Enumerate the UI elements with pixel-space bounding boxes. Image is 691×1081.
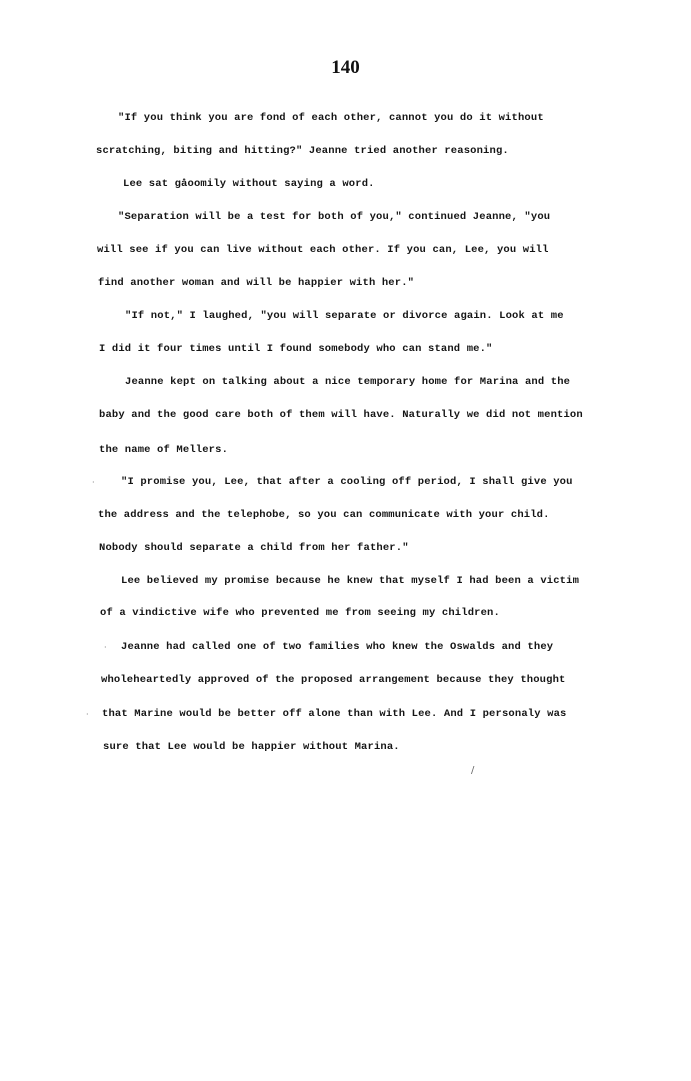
- text-line-10: baby and the good care both of them will have. Naturally we did not mention: [99, 409, 583, 421]
- text-line-13: the address and the telephobe, so you can communicate with your child.: [98, 509, 550, 521]
- text-line-4: "Separation will be a test for both of you," continued Jeanne, "you: [118, 211, 551, 223]
- text-line-17: Jeanne had called one of two families who knew the Oswalds and they: [121, 641, 554, 653]
- text-line-12: "I promise you, Lee, that after a cooling off period, I shall give you: [121, 476, 573, 488]
- text-line-1: "If you think you are fond of each other, cannot you do it without: [118, 112, 544, 124]
- text-line-3: Lee sat gåoomily without saying a word.: [123, 178, 375, 190]
- text-line-11: the name of Mellers.: [99, 444, 229, 456]
- scan-speck: ·: [92, 478, 95, 487]
- text-line-5: will see if you can live without each other. If you can, Lee, you will: [97, 244, 549, 256]
- text-line-2: scratching, biting and hitting?" Jeanne tried another reasoning.: [96, 145, 509, 157]
- text-line-14: Nobody should separate a child from her father.": [99, 542, 409, 554]
- text-line-7: "If not," I laughed, "you will separate or divorce again. Look at me: [125, 310, 564, 322]
- text-line-8: I did it four times until I found somebody who can stand me.": [99, 343, 493, 355]
- scan-speck: ·: [86, 710, 89, 719]
- text-line-19: that Marine would be better off alone than with Lee. And I personaly was: [102, 708, 567, 720]
- scan-speck: /: [471, 765, 475, 776]
- text-line-16: of a vindictive wife who prevented me from seeing my children.: [100, 607, 500, 619]
- text-line-20: sure that Lee would be happier without Marina.: [103, 741, 400, 753]
- text-line-15: Lee believed my promise because he knew that myself I had been a victim: [121, 575, 580, 587]
- page-number: 140: [331, 57, 360, 78]
- text-line-6: find another woman and will be happier with her.": [98, 277, 415, 289]
- text-line-9: Jeanne kept on talking about a nice temporary home for Marina and the: [125, 376, 571, 388]
- text-line-18: wholeheartedly approved of the proposed arrangement because they thought: [101, 674, 566, 686]
- scan-speck: ·: [104, 643, 107, 652]
